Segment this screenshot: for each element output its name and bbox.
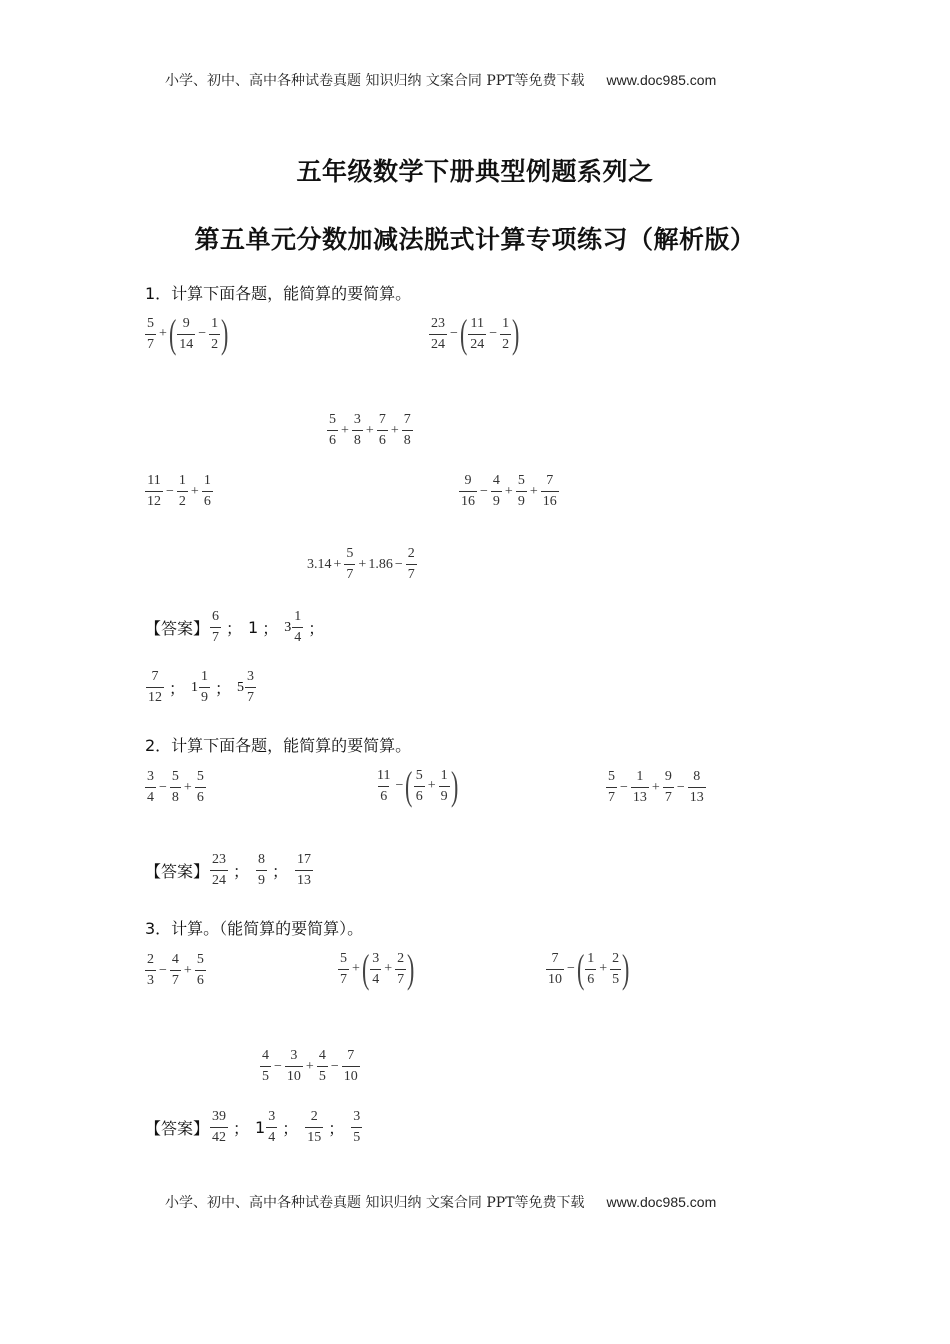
q3-expression-1 <box>144 953 207 988</box>
fraction: $\frac{5}{6}$ <box>196 952 204 988</box>
separator: ； <box>215 679 232 698</box>
fraction: $\frac{11}{12}$ <box>147 473 161 509</box>
fraction: $\frac{5}{6}$ <box>196 769 204 805</box>
operator: − <box>567 961 575 976</box>
operator: + <box>390 422 399 438</box>
operator: − <box>620 779 628 795</box>
operator: + <box>341 422 349 438</box>
fraction: $\frac{1}{9}$ <box>440 767 448 804</box>
left-paren: ( <box>361 946 370 991</box>
fraction: $\frac{8}{13}$ <box>689 769 704 805</box>
operator: + <box>504 483 513 499</box>
operator: − <box>489 326 498 341</box>
q3-expression-2 <box>337 946 415 991</box>
operator: − <box>274 1058 282 1074</box>
fraction: $\frac{5}{7}$ <box>147 315 154 352</box>
fraction: $\frac{11}{6}$ <box>377 767 391 804</box>
separator: ； <box>328 1119 345 1138</box>
operator: + <box>529 483 538 499</box>
separator: ； <box>226 619 243 638</box>
operator: + <box>352 961 360 976</box>
operator: + <box>427 778 436 793</box>
answer-fraction: $\frac{39}{42}$ <box>212 1109 227 1145</box>
operator: − <box>394 556 403 572</box>
fraction: $\frac{5}{7}$ <box>340 950 347 987</box>
fraction: $\frac{5}{9}$ <box>517 473 525 509</box>
operator: + <box>384 961 393 976</box>
question-1: 1．计算下面各题，能简算的要简算。 <box>145 284 412 303</box>
fraction: $\frac{4}{7}$ <box>171 952 179 988</box>
fraction: $\frac{2}{7}$ <box>407 546 415 582</box>
answer-fraction: $\frac{23}{24}$ <box>212 852 227 888</box>
operator: + <box>183 962 192 978</box>
fraction: $\frac{2}{5}$ <box>612 950 620 987</box>
left-paren: ( <box>405 763 413 808</box>
operator: − <box>166 483 174 499</box>
fraction: $\frac{2}{7}$ <box>397 950 405 987</box>
q1-answer-line-1 <box>145 610 330 645</box>
q1-expression-2 <box>428 311 520 356</box>
header-site: www.doc985.com <box>606 72 717 88</box>
operator: − <box>330 1058 339 1074</box>
answer-fraction: $\frac{2}{15}$ <box>307 1109 322 1145</box>
answer-fraction: $\frac{6}{7}$ <box>212 609 220 645</box>
number: 3.14 <box>307 556 332 572</box>
fraction: $\frac{5}{6}$ <box>329 412 336 448</box>
separator: ； <box>262 619 279 638</box>
left-paren: ( <box>459 311 468 356</box>
right-paren: ) <box>221 311 229 356</box>
fraction: $\frac{9}{16}$ <box>461 473 475 509</box>
answer-mixed-number: 5 $\frac{3}{7}$ <box>237 669 255 705</box>
q3-expression-3 <box>545 946 630 991</box>
answer-label: 【答案】 <box>145 1119 210 1138</box>
fraction: $\frac{3}{8}$ <box>353 412 361 448</box>
operator: + <box>651 779 660 795</box>
separator: ； <box>282 1119 299 1138</box>
answer-mixed-number: 3 $\frac{1}{4}$ <box>284 609 302 645</box>
fraction: $\frac{3}{10}$ <box>286 1048 301 1084</box>
left-paren: ( <box>168 311 177 356</box>
fraction: $\frac{1}{6}$ <box>203 473 211 509</box>
fraction: $\frac{4}{5}$ <box>318 1048 326 1084</box>
answer-label: 【答案】 <box>145 862 210 881</box>
title-line-1: 五年级数学下册典型例题系列之 <box>296 157 654 186</box>
operator: − <box>159 779 167 795</box>
answer-label: 【答案】 <box>145 619 210 638</box>
operator: − <box>198 326 207 341</box>
right-paren: ) <box>622 946 630 991</box>
fraction: $\frac{7}{10}$ <box>343 1048 358 1084</box>
answer-fraction: $\frac{8}{9}$ <box>258 852 266 888</box>
answer-fraction: $\frac{17}{13}$ <box>297 852 312 888</box>
page-footer <box>165 1192 716 1212</box>
separator: ； <box>233 1119 250 1138</box>
fraction: $\frac{4}{5}$ <box>262 1048 269 1084</box>
fraction: $\frac{5}{7}$ <box>346 546 354 582</box>
separator: ； <box>169 679 186 698</box>
right-paren: ) <box>407 946 415 991</box>
fraction: $\frac{1}{2}$ <box>211 315 219 352</box>
fraction: $\frac{11}{24}$ <box>470 315 485 352</box>
right-paren: ) <box>512 311 520 356</box>
left-paren: ( <box>576 946 585 991</box>
answer-mixed-number: 1 $\frac{3}{4}$ <box>255 1109 276 1145</box>
answer-value: 1 <box>248 618 259 637</box>
operator: − <box>480 483 488 499</box>
fraction: $\frac{2}{3}$ <box>147 952 154 988</box>
operator: + <box>159 326 167 341</box>
question-3: 3．计算。（能简算的要简算）。 <box>145 919 364 938</box>
fraction: $\frac{1}{13}$ <box>632 769 647 805</box>
operator: + <box>190 483 199 499</box>
fraction: $\frac{5}{8}$ <box>171 769 179 805</box>
q1-expression-1 <box>144 311 229 356</box>
operator: + <box>365 422 374 438</box>
fraction: $\frac{5}{6}$ <box>415 767 423 804</box>
fraction: $\frac{1}{6}$ <box>587 950 595 987</box>
footer-site: www.doc985.com <box>606 1194 717 1210</box>
operator: − <box>159 962 167 978</box>
q1-expression-5 <box>458 474 560 509</box>
q3-expression-4 <box>259 1049 361 1084</box>
operator: + <box>599 961 608 976</box>
fraction: $\frac{3}{4}$ <box>147 769 154 805</box>
q2-expression-2 <box>374 763 458 808</box>
title-line-2: 第五单元分数加减法脱式计算专项练习（解析版） <box>194 225 756 254</box>
operator: + <box>333 556 342 572</box>
operator: + <box>183 779 192 795</box>
separator: ； <box>272 862 289 881</box>
operator: − <box>676 779 685 795</box>
fraction: $\frac{1}{2}$ <box>178 473 186 509</box>
page-header <box>165 70 716 90</box>
fraction: $\frac{9}{14}$ <box>179 315 194 352</box>
header-text: 小学、初中、高中各种试卷真题 知识归纳 文案合同 PPT等免费下载 <box>165 73 585 89</box>
fraction: $\frac{7}{8}$ <box>403 412 411 448</box>
q1-expression-3 <box>326 413 414 448</box>
operator: + <box>305 1058 314 1074</box>
q1-expression-4 <box>144 474 214 509</box>
question-2: 2．计算下面各题，能简算的要简算。 <box>145 736 412 755</box>
separator: ； <box>308 619 325 638</box>
number: 1.86 <box>368 556 393 572</box>
q2-expression-3 <box>605 770 707 805</box>
operator: − <box>395 778 404 793</box>
q3-answer-line <box>145 1110 363 1145</box>
answer-fraction: $\frac{7}{12}$ <box>148 669 162 705</box>
q2-answer-line <box>145 853 314 888</box>
answer-fraction: $\frac{3}{5}$ <box>353 1109 361 1145</box>
fraction: $\frac{4}{9}$ <box>492 473 500 509</box>
fraction: $\frac{7}{10}$ <box>548 950 562 987</box>
q2-expression-1 <box>144 770 207 805</box>
operator: − <box>450 326 458 341</box>
footer-text: 小学、初中、高中各种试卷真题 知识归纳 文案合同 PPT等免费下载 <box>165 1195 585 1211</box>
answer-mixed-number: 1 $\frac{1}{9}$ <box>191 669 209 705</box>
fraction: $\frac{7}{16}$ <box>542 473 557 509</box>
separator: ； <box>233 862 250 881</box>
fraction: $\frac{1}{2}$ <box>502 315 510 352</box>
fraction: $\frac{9}{7}$ <box>664 769 672 805</box>
fraction: $\frac{23}{24}$ <box>431 315 445 352</box>
fraction: $\frac{7}{6}$ <box>378 412 386 448</box>
right-paren: ) <box>450 763 458 808</box>
q1-answer-line-2 <box>145 670 257 705</box>
fraction: $\frac{3}{4}$ <box>372 950 380 987</box>
fraction: $\frac{5}{7}$ <box>608 769 615 805</box>
q1-expression-6 <box>307 547 418 582</box>
operator: + <box>358 556 367 572</box>
